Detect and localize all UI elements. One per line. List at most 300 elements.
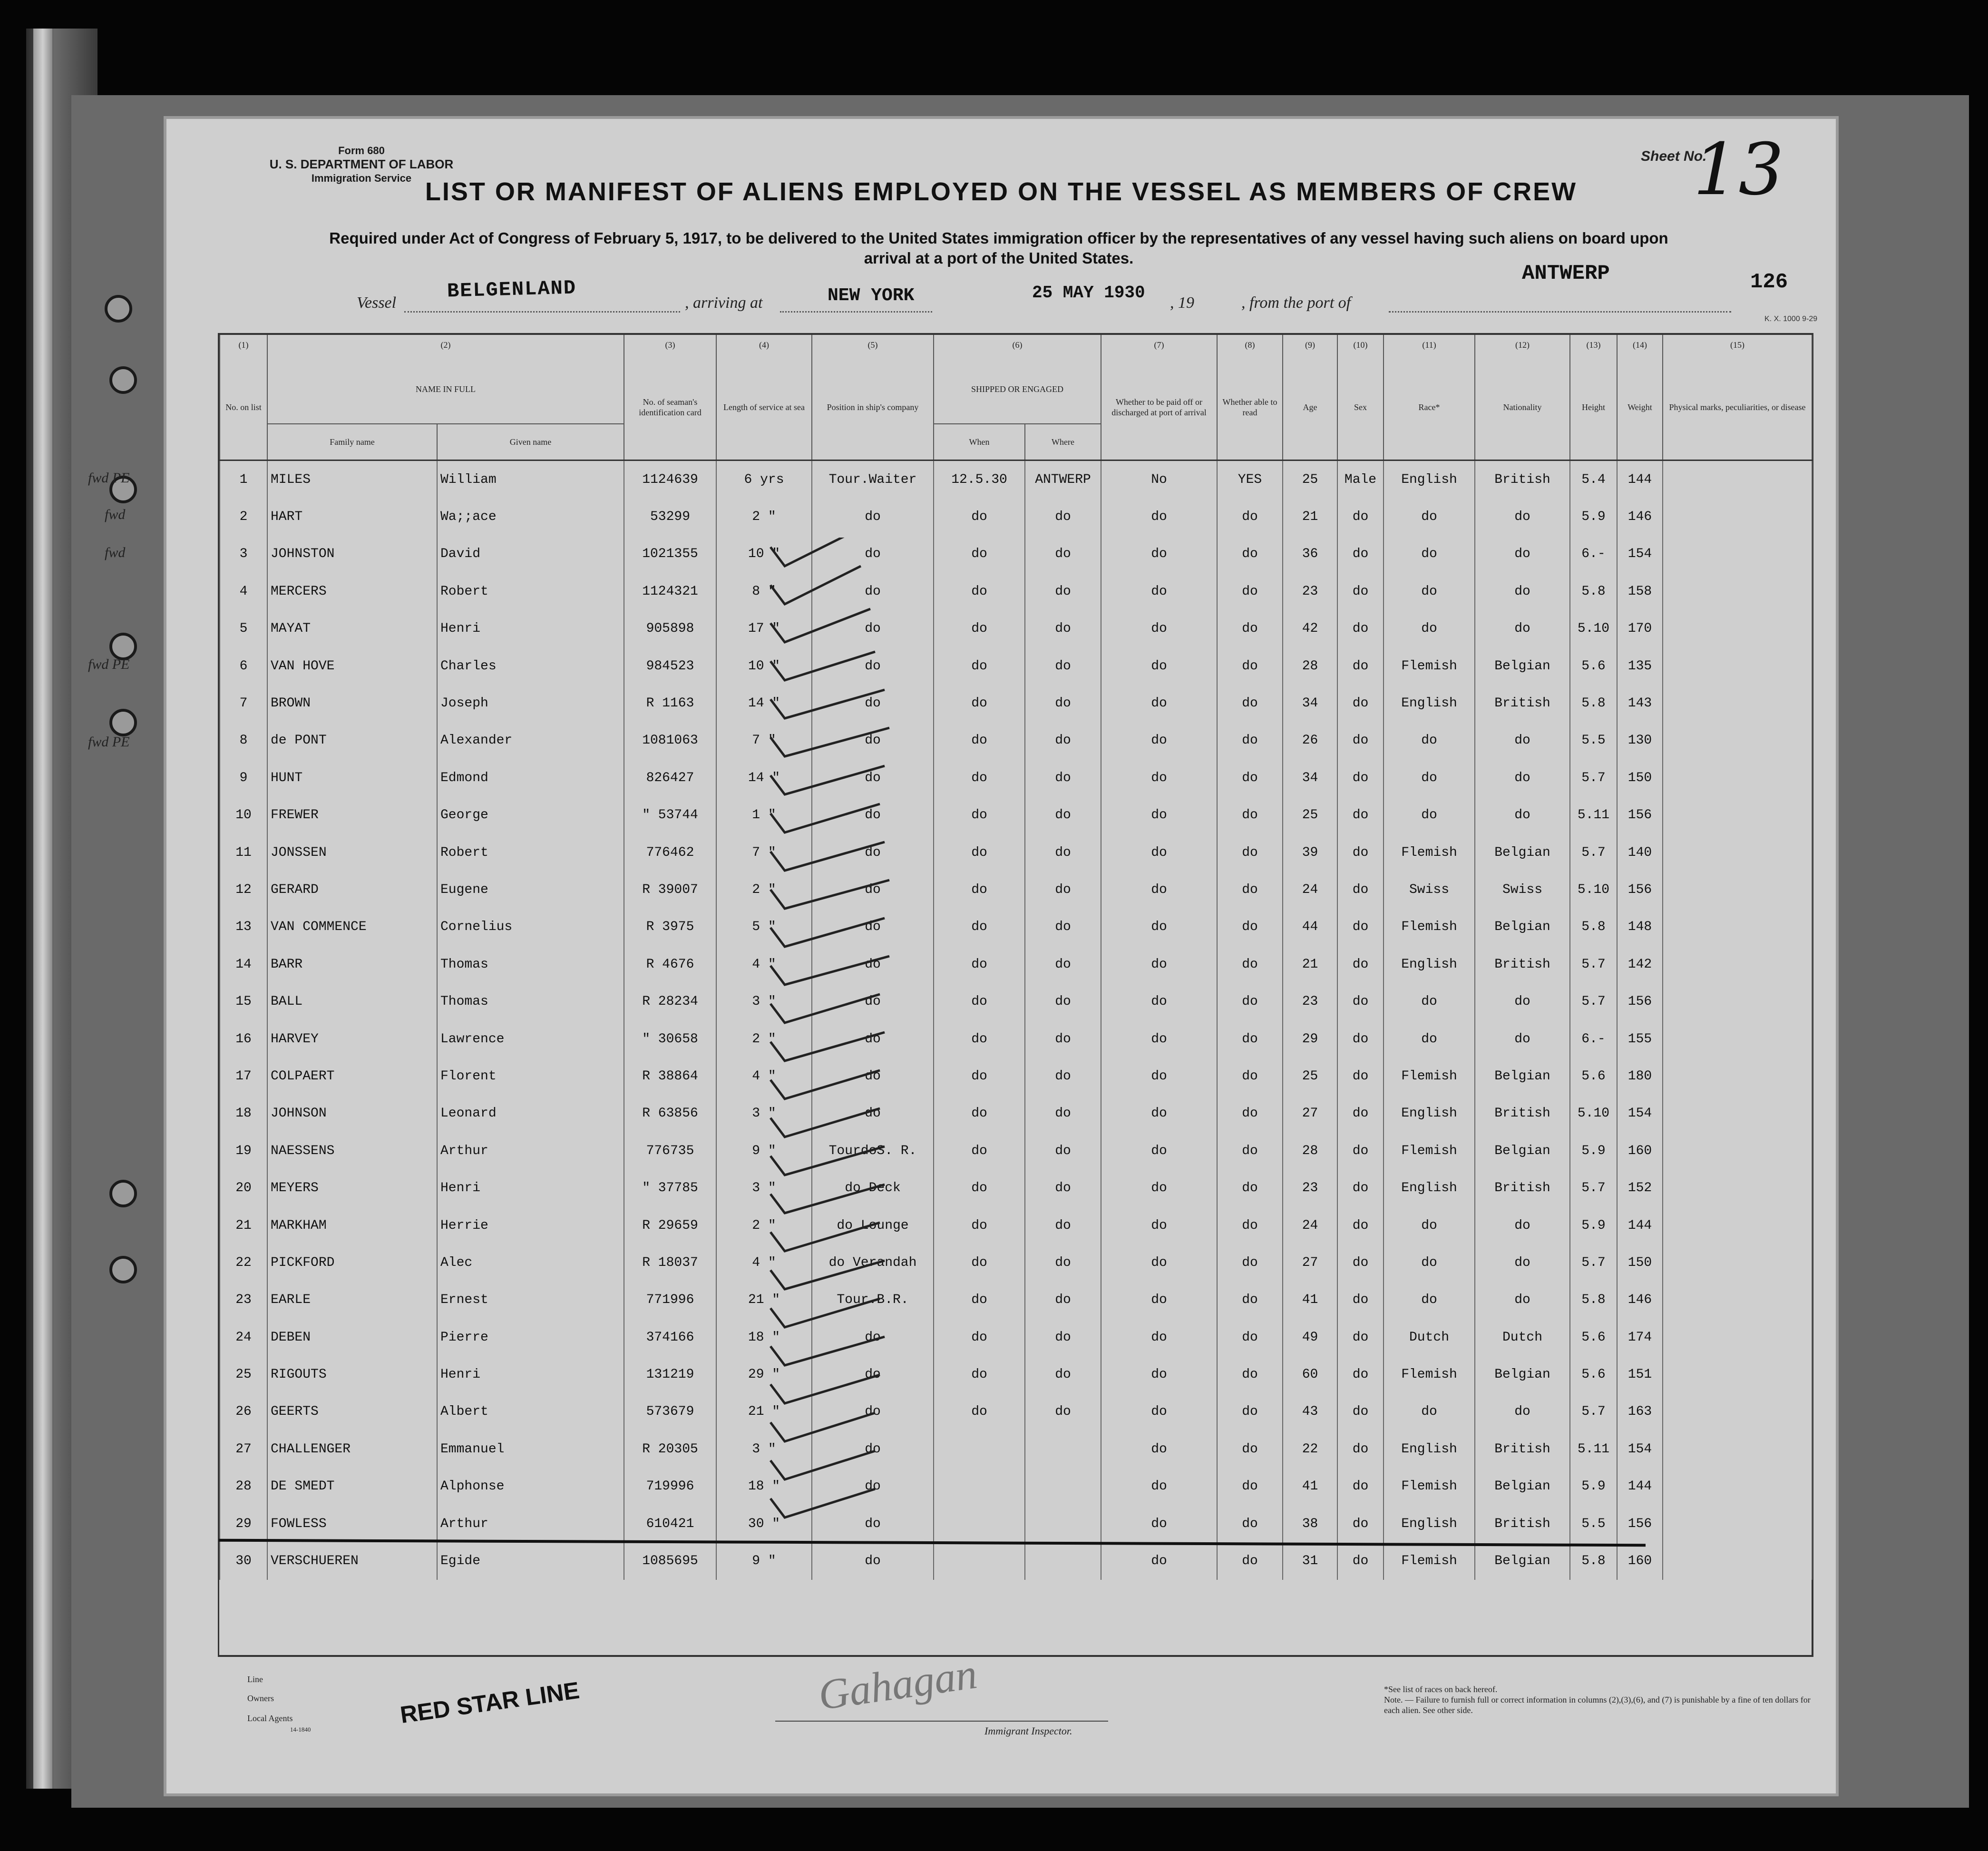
weight: 146 [1617, 498, 1663, 535]
shipped-when: do [934, 983, 1025, 1020]
position: do [812, 1393, 934, 1430]
height: 5.8 [1570, 573, 1617, 610]
given-name: Robert [437, 834, 624, 871]
nationality: British [1475, 685, 1570, 722]
column-number-row [220, 335, 1812, 355]
given-name: Leonard [437, 1095, 624, 1132]
height: 5.5 [1570, 722, 1617, 759]
length-of-service: 14 " [716, 759, 812, 796]
length-of-service: 10 " [716, 647, 812, 685]
crew-row [220, 1244, 1812, 1281]
sex: do [1337, 685, 1384, 722]
height: 5.8 [1570, 909, 1617, 946]
paid-off: do [1101, 909, 1217, 946]
length-of-service: 4 " [716, 1244, 812, 1281]
sex: do [1337, 647, 1384, 685]
punch-hole [109, 709, 137, 736]
physical-marks [1663, 573, 1812, 610]
nationality: do [1475, 983, 1570, 1020]
physical-marks [1663, 1319, 1812, 1356]
crew-row [220, 1169, 1812, 1206]
length-of-service: 4 " [716, 946, 812, 983]
row-number: 30 [220, 1542, 267, 1579]
able-to-read: do [1217, 573, 1283, 610]
age: 28 [1283, 647, 1337, 685]
paid-off: do [1101, 1169, 1217, 1206]
weight: 155 [1617, 1020, 1663, 1058]
row-number: 18 [220, 1095, 267, 1132]
position: do [812, 1058, 934, 1095]
age: 25 [1283, 1058, 1337, 1095]
race: Flemish [1384, 1356, 1475, 1393]
race: Swiss [1384, 871, 1475, 908]
paid-off: do [1101, 1542, 1217, 1579]
able-to-read: do [1217, 1282, 1283, 1319]
shipped-when: do [934, 871, 1025, 908]
row-number: 28 [220, 1468, 267, 1505]
given-name: Arthur [437, 1505, 624, 1542]
sex: do [1337, 1244, 1384, 1281]
able-to-read: do [1217, 1095, 1283, 1132]
line-label: Line [247, 1675, 263, 1684]
id-card-number: 53299 [624, 498, 716, 535]
col-number: (15) [1663, 335, 1812, 355]
nationality: do [1475, 498, 1570, 535]
given-name: Herrie [437, 1207, 624, 1244]
crew-row [220, 797, 1812, 834]
crew-row [220, 946, 1812, 983]
column-header-row [220, 355, 1812, 424]
crew-row [220, 1020, 1812, 1058]
weight: 156 [1617, 871, 1663, 908]
nationality: do [1475, 1282, 1570, 1319]
shipped-where: do [1025, 498, 1101, 535]
id-card-number: 776735 [624, 1132, 716, 1169]
physical-marks [1663, 1132, 1812, 1169]
shipped-when: do [934, 1020, 1025, 1058]
nationality: do [1475, 759, 1570, 796]
weight: 144 [1617, 460, 1663, 499]
physical-marks [1663, 1468, 1812, 1505]
col-number: (10) [1337, 335, 1384, 355]
id-card-number: R 38864 [624, 1058, 716, 1095]
shipped-when: do [934, 1095, 1025, 1132]
shipped-when: do [934, 647, 1025, 685]
nationality: Belgian [1475, 647, 1570, 685]
position: do [812, 573, 934, 610]
physical-marks [1663, 610, 1812, 647]
header-age: Age [1283, 355, 1337, 460]
paid-off: do [1101, 1505, 1217, 1542]
shipped-when: do [934, 909, 1025, 946]
id-card-number: 1124321 [624, 573, 716, 610]
race: do [1384, 536, 1475, 573]
sheet-no-label: Sheet No. [1641, 148, 1707, 164]
able-to-read: do [1217, 647, 1283, 685]
race: English [1384, 1430, 1475, 1468]
given-name: Henri [437, 610, 624, 647]
punch-hole [109, 366, 137, 394]
height: 5.7 [1570, 983, 1617, 1020]
header-physical-marks: Physical marks, peculiarities, or disease [1663, 355, 1812, 460]
crew-row [220, 647, 1812, 685]
position: Tour.B.R. [812, 1282, 934, 1319]
able-to-read: do [1217, 834, 1283, 871]
id-card-number: 131219 [624, 1356, 716, 1393]
binder-spine [33, 29, 52, 1789]
race: do [1384, 610, 1475, 647]
margin-note: fwd [105, 507, 126, 522]
physical-marks [1663, 460, 1812, 499]
sex: do [1337, 1207, 1384, 1244]
length-of-service: 3 " [716, 1430, 812, 1468]
sex: do [1337, 759, 1384, 796]
row-number: 19 [220, 1132, 267, 1169]
row-number: 1 [220, 460, 267, 499]
sex: do [1337, 1505, 1384, 1542]
age: 24 [1283, 1207, 1337, 1244]
crew-rows [220, 460, 1812, 1580]
height: 5.6 [1570, 1058, 1617, 1095]
paid-off: do [1101, 610, 1217, 647]
weight: 160 [1617, 1542, 1663, 1579]
manifest-sheet [88, 119, 1836, 1793]
height: 5.9 [1570, 498, 1617, 535]
margin-note: fwd PE [88, 734, 130, 750]
age: 49 [1283, 1319, 1337, 1356]
owners-label: Owners [247, 1694, 274, 1703]
length-of-service: 9 " [716, 1542, 812, 1579]
age: 41 [1283, 1468, 1337, 1505]
nationality: do [1475, 722, 1570, 759]
paid-off: do [1101, 1207, 1217, 1244]
position: do [812, 1095, 934, 1132]
nationality: British [1475, 1505, 1570, 1542]
given-name: Wa;;ace [437, 498, 624, 535]
nationality: do [1475, 1020, 1570, 1058]
sex: do [1337, 573, 1384, 610]
race: Flemish [1384, 1058, 1475, 1095]
family-name: COLPAERT [267, 1058, 437, 1095]
crew-row [220, 1207, 1812, 1244]
length-of-service: 2 " [716, 498, 812, 535]
physical-marks [1663, 759, 1812, 796]
row-number: 7 [220, 685, 267, 722]
given-name: Albert [437, 1393, 624, 1430]
physical-marks [1663, 946, 1812, 983]
id-card-number: 1021355 [624, 536, 716, 573]
position: do [812, 685, 934, 722]
weight: 146 [1617, 1282, 1663, 1319]
physical-marks [1663, 909, 1812, 946]
length-of-service: 3 " [716, 1095, 812, 1132]
sex: do [1337, 1282, 1384, 1319]
race: do [1384, 797, 1475, 834]
length-of-service: 8 " [716, 573, 812, 610]
family-name: PICKFORD [267, 1244, 437, 1281]
form-small-code: 14-1840 [290, 1726, 311, 1733]
shipped-when: do [934, 498, 1025, 535]
shipped-where: do [1025, 1207, 1101, 1244]
id-card-number: R 1163 [624, 685, 716, 722]
family-name: MEYERS [267, 1169, 437, 1206]
length-of-service: 9 " [716, 1132, 812, 1169]
id-card-number: " 53744 [624, 797, 716, 834]
race: do [1384, 1020, 1475, 1058]
row-number: 13 [220, 909, 267, 946]
given-name: Edmond [437, 759, 624, 796]
height: 5.10 [1570, 871, 1617, 908]
shipped-where [1025, 1468, 1101, 1505]
from-port-underline [1389, 310, 1731, 313]
col-number: (2) [267, 335, 624, 355]
length-of-service: 2 " [716, 1020, 812, 1058]
given-name: Robert [437, 573, 624, 610]
age: 31 [1283, 1542, 1337, 1579]
race: do [1384, 759, 1475, 796]
family-name: JOHNSON [267, 1095, 437, 1132]
age: 34 [1283, 685, 1337, 722]
from-port-label: , from the port of [1241, 294, 1351, 312]
family-name: VERSCHUEREN [267, 1542, 437, 1579]
row-number: 21 [220, 1207, 267, 1244]
paid-off: do [1101, 834, 1217, 871]
id-card-number: R 20305 [624, 1430, 716, 1468]
row-number: 12 [220, 871, 267, 908]
height: 5.8 [1570, 685, 1617, 722]
physical-marks [1663, 1020, 1812, 1058]
row-number: 16 [220, 1020, 267, 1058]
id-card-number: 905898 [624, 610, 716, 647]
col-number: (11) [1384, 335, 1475, 355]
nationality: Belgian [1475, 1356, 1570, 1393]
sex: do [1337, 1169, 1384, 1206]
height: 5.9 [1570, 1132, 1617, 1169]
nationality: do [1475, 797, 1570, 834]
height: 5.8 [1570, 1542, 1617, 1579]
race: Flemish [1384, 647, 1475, 685]
age: 38 [1283, 1505, 1337, 1542]
shipped-where: do [1025, 1058, 1101, 1095]
height: 5.5 [1570, 1505, 1617, 1542]
race: Flemish [1384, 1468, 1475, 1505]
position: TourdoS. R. [812, 1132, 934, 1169]
paid-off: do [1101, 946, 1217, 983]
crew-row [220, 460, 1812, 499]
punch-hole [105, 295, 132, 323]
inspector-label: Immigrant Inspector. [984, 1725, 1072, 1737]
shipped-where: do [1025, 834, 1101, 871]
physical-marks [1663, 1393, 1812, 1430]
position: Tour.Waiter [812, 460, 934, 499]
race: do [1384, 722, 1475, 759]
position: do [812, 1020, 934, 1058]
id-card-number: R 29659 [624, 1207, 716, 1244]
shipped-when: do [934, 1207, 1025, 1244]
shipped-where: do [1025, 647, 1101, 685]
col-number: (13) [1570, 335, 1617, 355]
nationality: Belgian [1475, 1468, 1570, 1505]
weight: 150 [1617, 1244, 1663, 1281]
crew-row [220, 1505, 1812, 1542]
length-of-service: 29 " [716, 1356, 812, 1393]
id-card-number: " 30658 [624, 1020, 716, 1058]
physical-marks [1663, 1542, 1812, 1579]
shipped-when: do [934, 759, 1025, 796]
id-card-number: 771996 [624, 1282, 716, 1319]
length-of-service: 7 " [716, 722, 812, 759]
length-of-service: 10 " [716, 536, 812, 573]
row-number: 11 [220, 834, 267, 871]
sex: do [1337, 1020, 1384, 1058]
line-stamp: RED STAR LINE [398, 1676, 581, 1729]
shipped-where [1025, 1430, 1101, 1468]
length-of-service: 3 " [716, 983, 812, 1020]
header-name-in-full: NAME IN FULL [267, 355, 624, 424]
header-id-card: No. of seaman's identification card [624, 355, 716, 460]
age: 29 [1283, 1020, 1337, 1058]
able-to-read: do [1217, 909, 1283, 946]
age: 39 [1283, 834, 1337, 871]
header-family-name: Family name [267, 424, 437, 460]
vessel-label: Vessel [357, 294, 397, 312]
nationality: British [1475, 1169, 1570, 1206]
col-number: (7) [1101, 335, 1217, 355]
shipped-where: do [1025, 1020, 1101, 1058]
given-name: Emmanuel [437, 1430, 624, 1468]
family-name: MILES [267, 460, 437, 499]
form-code: K. X. 1000 9-29 [1764, 315, 1818, 323]
given-name: Alphonse [437, 1468, 624, 1505]
row-number: 5 [220, 610, 267, 647]
paid-off: do [1101, 1282, 1217, 1319]
age: 24 [1283, 871, 1337, 908]
crew-row [220, 909, 1812, 946]
shipped-when: do [934, 1169, 1025, 1206]
position: do [812, 647, 934, 685]
nationality: British [1475, 460, 1570, 499]
length-of-service: 6 yrs [716, 460, 812, 499]
sex: do [1337, 1132, 1384, 1169]
height: 5.10 [1570, 1095, 1617, 1132]
nationality: do [1475, 1393, 1570, 1430]
id-card-number: 573679 [624, 1393, 716, 1430]
weight: 140 [1617, 834, 1663, 871]
given-name: Thomas [437, 946, 624, 983]
race: English [1384, 460, 1475, 499]
nationality: Belgian [1475, 834, 1570, 871]
crew-row [220, 983, 1812, 1020]
age: 36 [1283, 536, 1337, 573]
sex: do [1337, 1095, 1384, 1132]
given-name: Ernest [437, 1282, 624, 1319]
family-name: FREWER [267, 797, 437, 834]
row-number: 20 [220, 1169, 267, 1206]
col-number: (1) [220, 335, 267, 355]
year-label: , 19 [1170, 294, 1194, 312]
race: English [1384, 1169, 1475, 1206]
age: 25 [1283, 797, 1337, 834]
family-name: MERCERS [267, 573, 437, 610]
position: do [812, 1468, 934, 1505]
row-number: 26 [220, 1393, 267, 1430]
sex: do [1337, 1542, 1384, 1579]
position: do [812, 722, 934, 759]
sex: do [1337, 797, 1384, 834]
family-name: BROWN [267, 685, 437, 722]
race: do [1384, 1244, 1475, 1281]
weight: 174 [1617, 1319, 1663, 1356]
service-name: Immigration Service [311, 172, 412, 184]
sex: do [1337, 1430, 1384, 1468]
shipped-when: do [934, 722, 1025, 759]
age: 34 [1283, 759, 1337, 796]
row-number: 17 [220, 1058, 267, 1095]
race: Flemish [1384, 1132, 1475, 1169]
family-name: FOWLESS [267, 1505, 437, 1542]
able-to-read: do [1217, 1393, 1283, 1430]
age: 41 [1283, 1282, 1337, 1319]
nationality: Belgian [1475, 1132, 1570, 1169]
weight: 152 [1617, 1169, 1663, 1206]
length-of-service: 14 " [716, 685, 812, 722]
sex: do [1337, 1468, 1384, 1505]
position: do [812, 1430, 934, 1468]
shipped-when: do [934, 1393, 1025, 1430]
height: 5.6 [1570, 647, 1617, 685]
given-name: Pierre [437, 1319, 624, 1356]
position: do [812, 834, 934, 871]
shipped-where: do [1025, 1319, 1101, 1356]
height: 5.7 [1570, 834, 1617, 871]
race: English [1384, 685, 1475, 722]
physical-marks [1663, 1430, 1812, 1468]
shipped-where: do [1025, 1282, 1101, 1319]
physical-marks [1663, 536, 1812, 573]
id-card-number: R 39007 [624, 871, 716, 908]
race: do [1384, 498, 1475, 535]
crew-row [220, 1356, 1812, 1393]
nationality: do [1475, 536, 1570, 573]
nationality: do [1475, 573, 1570, 610]
paid-off: do [1101, 685, 1217, 722]
row-number: 29 [220, 1505, 267, 1542]
departure-port: ANTWERP [1522, 262, 1610, 285]
given-name: David [437, 536, 624, 573]
paid-off: do [1101, 1393, 1217, 1430]
length-of-service: 4 " [716, 1058, 812, 1095]
sex: do [1337, 498, 1384, 535]
crew-row [220, 1542, 1812, 1579]
shipped-when: do [934, 1319, 1025, 1356]
crew-row [220, 1393, 1812, 1430]
row-number: 9 [220, 759, 267, 796]
shipped-where: do [1025, 759, 1101, 796]
able-to-read: do [1217, 1058, 1283, 1095]
physical-marks [1663, 722, 1812, 759]
header-race: Race* [1384, 355, 1475, 460]
able-to-read: do [1217, 1169, 1283, 1206]
id-card-number: 719996 [624, 1468, 716, 1505]
shipped-where: do [1025, 536, 1101, 573]
shipped-when: do [934, 536, 1025, 573]
shipped-when: do [934, 685, 1025, 722]
able-to-read: do [1217, 797, 1283, 834]
row-number: 23 [220, 1282, 267, 1319]
family-name: BALL [267, 983, 437, 1020]
family-name: HARVEY [267, 1020, 437, 1058]
arrival-port: NEW YORK [828, 285, 915, 306]
